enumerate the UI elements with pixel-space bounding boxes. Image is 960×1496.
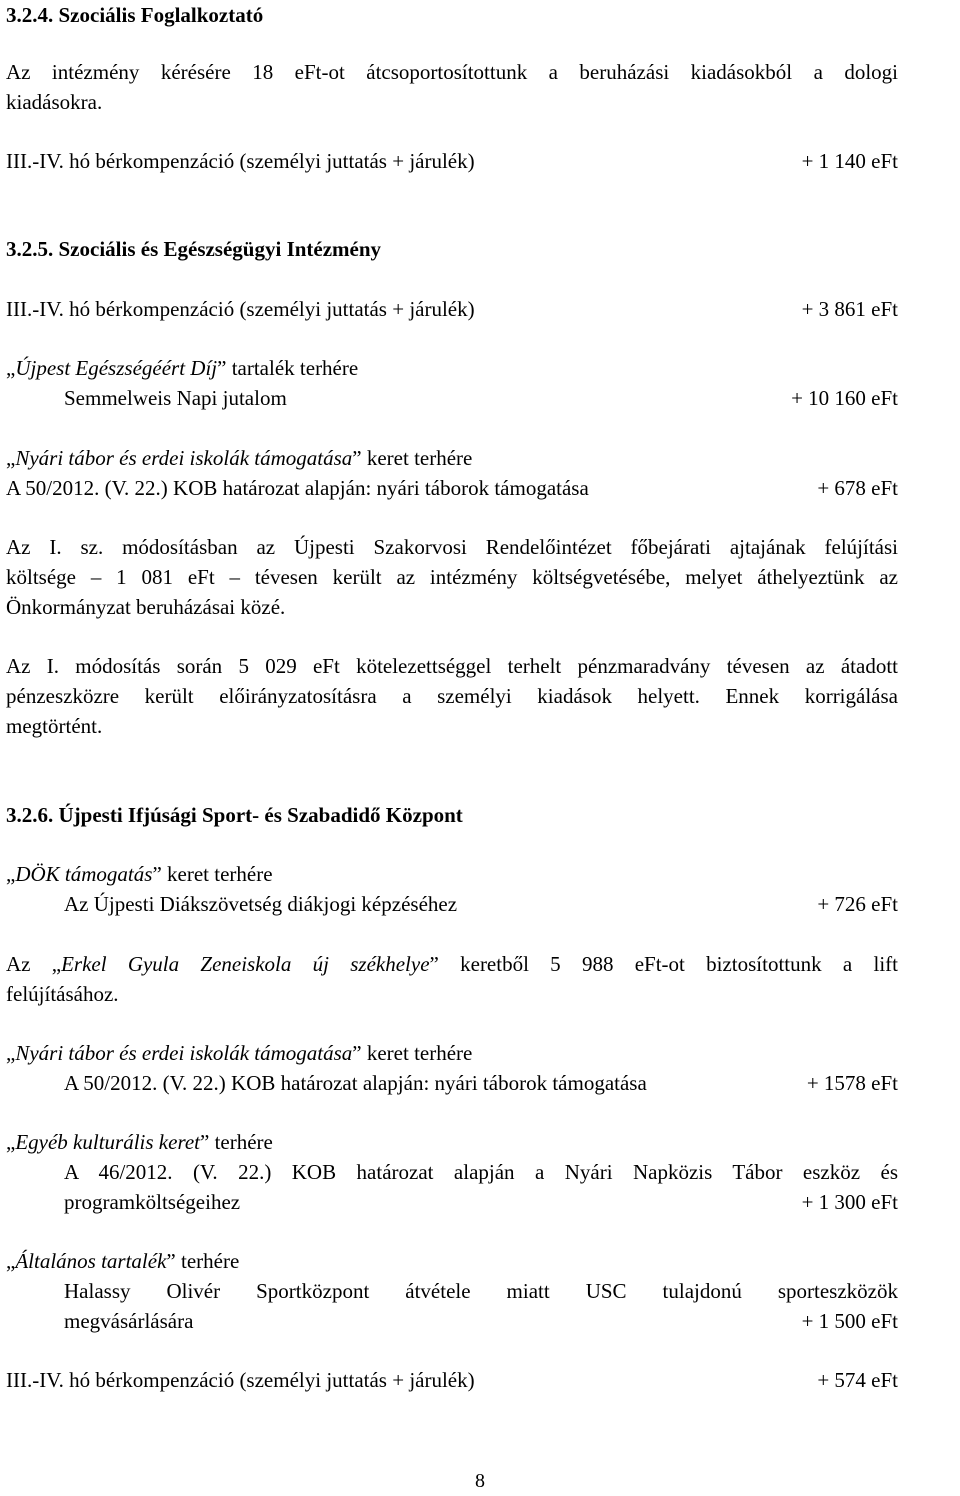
open-quote: „ xyxy=(6,446,16,470)
paragraph-line: Önkormányzat beruházásai közé. xyxy=(6,595,286,619)
close-quote: ” xyxy=(352,1041,362,1065)
close-quote: ” xyxy=(200,1130,210,1154)
item-label: Semmelweis Napi jutalom xyxy=(64,386,287,410)
reserve-item-row xyxy=(6,383,898,413)
paragraph-line: kiadásokra. xyxy=(6,90,103,114)
item-value: + 3 861 eFt xyxy=(801,297,898,321)
paragraph-line: Az I. sz. módosításban az Újpesti Szakorvosi Rendelőintézet főbejárati ajtajának felújítási xyxy=(6,535,898,559)
item-value: + 1 140 eFt xyxy=(801,149,898,173)
close-quote: ” xyxy=(352,446,362,470)
item-label: III.-IV. hó bérkompenzáció (személyi juttatás + járulék) xyxy=(6,297,475,321)
reserve-suffix: tartalék terhére xyxy=(226,356,359,380)
reserve-suffix: keret terhére xyxy=(361,1041,473,1065)
reserve-name: Nyári tábor és erdei iskolák támogatása xyxy=(15,446,353,470)
paragraph-line: költsége – 1 081 eFt – tévesen került az intézmény költségvetésébe, melyet áthelyeztünk az xyxy=(6,565,898,589)
reserve-title xyxy=(6,1246,898,1276)
close-quote: ” xyxy=(217,356,227,380)
item-label-line: megvásárlására xyxy=(64,1309,194,1333)
paragraph-line: Az I. módosítás során 5 029 eFt kötelezettséggel terhelt pénzmaradvány tévesen az átadott xyxy=(6,654,898,678)
reserve-suffix: terhére xyxy=(175,1249,240,1273)
item-label: III.-IV. hó bérkompenzáció (személyi juttatás + járulék) xyxy=(6,1368,475,1392)
close-quote: ” xyxy=(429,952,439,976)
page-number: 8 xyxy=(475,1470,485,1492)
reserve-title xyxy=(6,1127,898,1157)
compensation-row xyxy=(6,294,898,324)
reserve-name: Újpest Egészségéért Díj xyxy=(15,356,218,380)
paragraph-line xyxy=(6,949,898,979)
item-value: + 678 eFt xyxy=(817,476,898,500)
reserve-name: Egyéb kulturális keret xyxy=(15,1130,200,1154)
item-value: + 726 eFt xyxy=(817,892,898,916)
item-label: Az Újpesti Diákszövetség diákjogi képzéséhez xyxy=(64,892,458,916)
reserve-title xyxy=(6,1038,898,1068)
open-quote: „ xyxy=(6,1041,16,1065)
open-quote: „ xyxy=(6,1130,16,1154)
reserve-item-row xyxy=(6,1187,898,1217)
open-quote: „ xyxy=(6,356,16,380)
reserve-name: DÖK támogatás xyxy=(15,862,153,886)
reserve-name: Nyári tábor és erdei iskolák támogatása xyxy=(15,1041,353,1065)
close-quote: ” xyxy=(152,862,162,886)
item-label: A 50/2012. (V. 22.) KOB határozat alapján: nyári táborok támogatása xyxy=(64,1071,647,1095)
item-label: III.-IV. hó bérkompenzáció (személyi juttatás + járulék) xyxy=(6,149,475,173)
reserve-item-row xyxy=(6,1157,898,1187)
reserve-name: Erkel Gyula Zeneiskola új székhelye xyxy=(61,952,430,976)
compensation-row xyxy=(6,146,898,176)
text-run: keretből 5 988 eFt-ot biztosítottunk a lift xyxy=(438,952,898,976)
compensation-row xyxy=(6,1365,898,1395)
reserve-item-row xyxy=(6,1306,898,1336)
paragraph-line: megtörtént. xyxy=(6,714,103,738)
section-heading-325: 3.2.5. Szociális és Egészségügyi Intézmény xyxy=(6,237,382,261)
item-value: + 1 300 eFt xyxy=(801,1190,898,1214)
open-quote: „ xyxy=(6,1249,16,1273)
reserve-item-row xyxy=(6,1068,898,1098)
reserve-item-row xyxy=(6,1276,898,1306)
reserve-title xyxy=(6,443,898,473)
item-value: + 1 500 eFt xyxy=(801,1309,898,1333)
reserve-suffix: keret terhére xyxy=(361,446,473,470)
reserve-title xyxy=(6,353,898,383)
reserve-item-row xyxy=(6,473,898,503)
item-value: + 1578 eFt xyxy=(806,1071,898,1095)
paragraph-line: pénzeszközre került előirányzatosításra a személyi kiadások helyett. Ennek korrigálása xyxy=(6,684,898,708)
item-value: + 10 160 eFt xyxy=(791,386,898,410)
item-label-line: A 46/2012. (V. 22.) KOB határozat alapján a Nyári Napközis Tábor eszköz és xyxy=(64,1160,898,1184)
paragraph-line: Az intézmény kérésére 18 eFt-ot átcsoportosítottunk a beruházási kiadásokból a dologi xyxy=(6,60,898,84)
item-label: A 50/2012. (V. 22.) KOB határozat alapján: nyári táborok támogatása xyxy=(6,476,589,500)
item-label-line: programköltségeihez xyxy=(64,1190,241,1214)
section-heading-326: 3.2.6. Újpesti Ifjúsági Sport- és Szabadidő Központ xyxy=(6,803,463,827)
item-value: + 574 eFt xyxy=(817,1368,898,1392)
open-quote: „ xyxy=(51,952,62,976)
reserve-item-row xyxy=(6,889,898,919)
text-run: Az xyxy=(6,952,52,976)
item-label-line: Halassy Olivér Sportközpont átvétele miatt USC tulajdonú sporteszközök xyxy=(64,1279,898,1303)
section-heading-324: 3.2.4. Szociális Foglalkoztató xyxy=(6,3,264,27)
reserve-title xyxy=(6,859,898,889)
reserve-suffix: keret terhére xyxy=(161,862,273,886)
close-quote: ” xyxy=(166,1249,176,1273)
reserve-name: Általános tartalék xyxy=(15,1249,167,1273)
paragraph-line: felújításához. xyxy=(6,982,119,1006)
open-quote: „ xyxy=(6,862,16,886)
reserve-suffix: terhére xyxy=(209,1130,273,1154)
